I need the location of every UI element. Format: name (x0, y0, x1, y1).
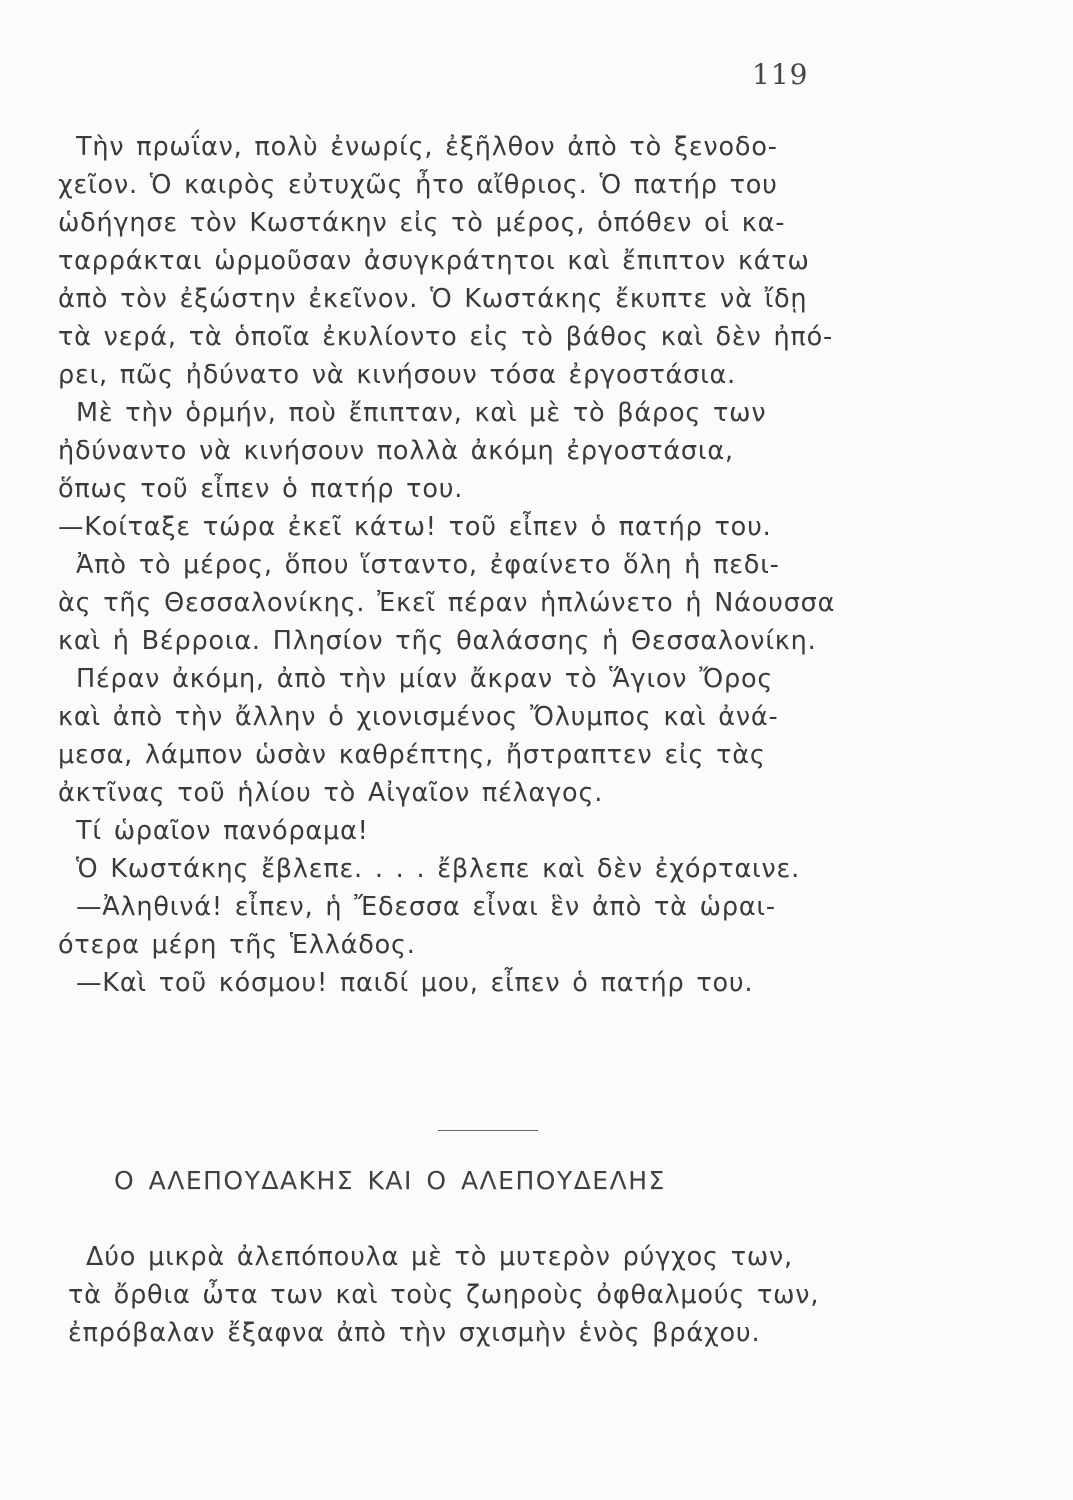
text-line: ὅπως τοῦ εἶπεν ὁ πατήρ του. (58, 474, 464, 504)
text-line: καὶ ἡ Βέρροια. Πλησίον τῆς θαλάσσης ἡ Θεσσαλονίκη. (58, 626, 817, 656)
story-heading: Ο ΑΛΕΠΟΥΔΑΚΗΣ ΚΑΙ Ο ΑΛΕΠΟΥΔΕΛΗΣ (114, 1166, 666, 1195)
section-divider (438, 1130, 538, 1131)
text-line: Μὲ τὴν ὁρμήν, ποὺ ἔπιπταν, καὶ μὲ τὸ βάρος των (76, 398, 767, 428)
text-line: ἀπὸ τὸν ἐξώστην ἐκεῖνον. Ὁ Κωστάκης ἔκυπτε νὰ ἴδῃ (58, 284, 808, 314)
text-line: —Ἀληθινά! εἶπεν, ἡ Ἔδεσσα εἶναι ἓν ἀπὸ τὰ ὡραι- (76, 892, 776, 922)
text-line: Πέραν ἀκόμη, ἀπὸ τὴν μίαν ἄκραν τὸ Ἅγιον Ὄρος (76, 664, 774, 694)
text-line: —Κοίταξε τώρα ἐκεῖ κάτω! τοῦ εἶπεν ὁ πατήρ του. (58, 512, 772, 542)
text-line: Ἀπὸ τὸ μέρος, ὅπου ἵσταντο, ἐφαίνετο ὅλη ἡ πεδι- (76, 550, 780, 580)
text-line: χεῖον. Ὁ καιρὸς εὐτυχῶς ἦτο αἴθριος. Ὁ πατήρ του (58, 170, 778, 200)
text-line: ρει, πῶς ἠδύνατο νὰ κινήσουν τόσα ἐργοστάσια. (58, 360, 737, 390)
text-line: καὶ ἀπὸ τὴν ἄλλην ὁ χιονισμένος Ὄλυμπος καὶ ἀνά- (58, 702, 779, 732)
text-line: ότερα μέρη τῆς Ἑλλάδος. (58, 930, 416, 960)
story-text (58, 128, 858, 1002)
text-line: μεσα, λάμπον ὡσὰν καθρέπτης, ἤστραπτεν εἰς τὰς (58, 740, 766, 770)
text-line: ταρράκται ὡρμοῦσαν ἀσυγκράτητοι καὶ ἔπιπτον κάτω (58, 246, 810, 276)
text-line: ἀκτῖνας τοῦ ἡλίου τὸ Αἰγαῖον πέλαγος. (58, 778, 604, 808)
text-line: ἐπρόβαλαν ἔξαφνα ἀπὸ τὴν σχισμὴν ἑνὸς βράχου. (68, 1318, 761, 1348)
text-line: ὡδήγησε τὸν Κωστάκην εἰς τὸ μέρος, ὁπόθεν οἱ κα- (58, 208, 786, 238)
text-line: Τὴν πρωΐαν, πολὺ ἐνωρίς, ἐξῆλθον ἀπὸ τὸ ξενοδο- (76, 132, 778, 162)
page-number: 119 (752, 58, 809, 91)
text-line: ἠδύναντο νὰ κινήσουν πολλὰ ἀκόμη ἐργοστάσια, (58, 436, 734, 466)
text-line: τὰ ὄρθια ὦτα των καὶ τοὺς ζωηροὺς ὀφθαλμούς των, (68, 1280, 820, 1310)
text-line: ὰς τῆς Θεσσαλονίκης. Ἐκεῖ πέραν ἡπλώνετο ἡ Νάουσσα (58, 588, 836, 618)
text-line: Ὁ Κωστάκης ἔβλεπε. . . . ἔβλεπε καὶ δὲν ἐχόρταινε. (76, 854, 801, 884)
text-line: τὰ νερά, τὰ ὁποῖα ἐκυλίοντο εἰς τὸ βάθος καὶ δὲν ἠπό- (58, 322, 833, 352)
text-line: —Καὶ τοῦ κόσμου! παιδί μου, εἶπεν ὁ πατήρ του. (76, 968, 754, 998)
text-line: Τί ὡραῖον πανόραμα! (76, 816, 369, 846)
text-line: Δύο μικρὰ ἀλεπόπουλα μὲ τὸ μυτερὸν ρύγχος των, (86, 1242, 793, 1272)
next-story-text (68, 1238, 868, 1352)
